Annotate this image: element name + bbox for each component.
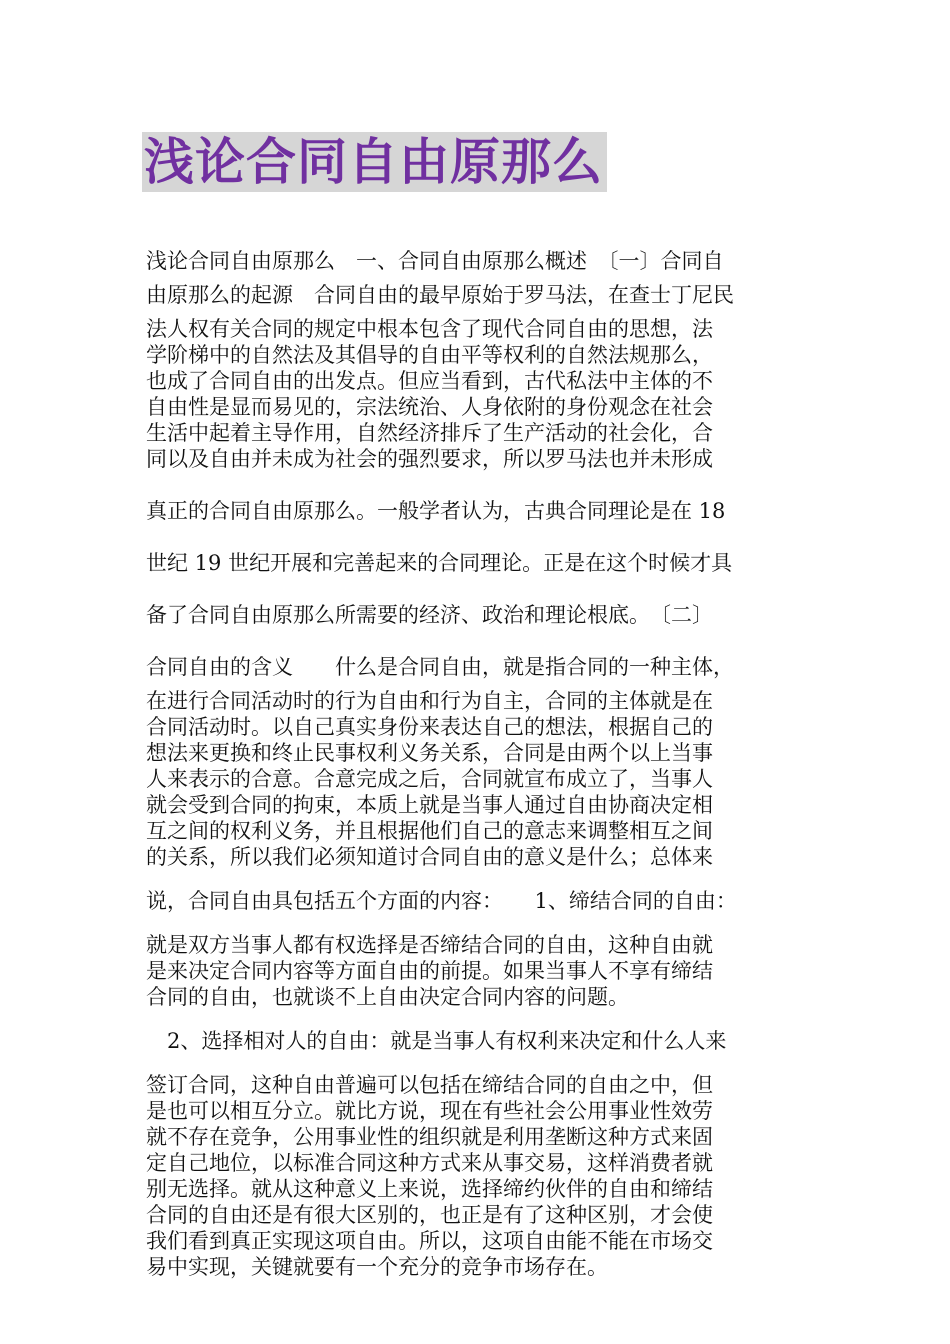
text-line: 是来决定合同内容等方面自由的前提。如果当事人不享有缔结 <box>146 959 713 983</box>
text-line: 我们看到真正实现这项自由。所以，这项自由能不能在市场交 <box>146 1229 713 1253</box>
text-line: 的关系，所以我们必须知道讨合同自由的意义是什么；总体来 <box>146 845 713 869</box>
text-line: 世纪 19 世纪开展和完善起来的合同理论。正是在这个时候才具 <box>146 551 733 575</box>
text-line: 合同活动时。以自己真实身份来表达自己的想法，根据自己的 <box>146 715 713 739</box>
page-title: 浅论合同自由原那么 <box>142 132 607 192</box>
text-line: 2、选择相对人的自由：就是当事人有权利来决定和什么人来 <box>146 1029 727 1053</box>
text-line: 同以及自由并未成为社会的强烈要求，所以罗马法也并未形成 <box>146 447 713 471</box>
text-line: 也成了合同自由的出发点。但应当看到，古代私法中主体的不 <box>146 369 713 393</box>
title-wrap <box>142 132 607 192</box>
text-line: 定自己地位，以标准合同这种方式来从事交易，这样消费者就 <box>146 1151 713 1175</box>
text-line: 签订合同，这种自由普遍可以包括在缔结合同的自由之中，但 <box>146 1073 713 1097</box>
text-line: 生活中起着主导作用，自然经济排斥了生产活动的社会化，合 <box>146 421 713 445</box>
text-line: 在进行合同活动时的行为自由和行为自主，合同的主体就是在 <box>146 689 713 713</box>
text-line: 别无选择。就从这种意义上来说，选择缔约伙伴的自由和缔结 <box>146 1177 713 1201</box>
text-line: 学阶梯中的自然法及其倡导的自由平等权利的自然法规那么， <box>146 343 713 367</box>
text-line: 备了合同自由原那么所需要的经济、政治和理论根底。 〔二〕 <box>146 603 713 627</box>
text-line: 互之间的权利义务，并且根据他们自己的意志来调整相互之间 <box>146 819 713 843</box>
text-line: 合同的自由还是有很大区别的，也正是有了这种区别，才会使 <box>146 1203 713 1227</box>
text-line: 合同的自由，也就谈不上自由决定合同内容的问题。 <box>146 985 629 1009</box>
body-text <box>146 248 818 1280</box>
text-line: 就会受到合同的拘束，本质上就是当事人通过自由协商决定相 <box>146 793 713 817</box>
text-line: 自由性是显而易见的，宗法统治、人身依附的身份观念在社会 <box>146 395 713 419</box>
text-line: 是也可以相互分立。就比方说，现在有些社会公用事业性效劳 <box>146 1099 713 1123</box>
text-line: 就是双方当事人都有权选择是否缔结合同的自由，这种自由就 <box>146 933 713 957</box>
text-line: 合同自由的含义 什么是合同自由，就是指合同的一种主体， <box>146 655 734 679</box>
text-line: 想法来更换和终止民事权利义务关系，合同是由两个以上当事 <box>146 741 713 765</box>
text-line: 人来表示的合意。合意完成之后，合同就宣布成立了，当事人 <box>146 767 713 791</box>
text-line: 说，合同自由具包括五个方面的内容： 1、缔结合同的自由： <box>146 889 737 913</box>
text-line: 法人权有关合同的规定中根本包含了现代合同自由的思想，法 <box>146 317 713 341</box>
text-line: 易中实现，关键就要有一个充分的竞争市场存在。 <box>146 1255 608 1279</box>
text-line: 浅论合同自由原那么 一、合同自由原那么概述 〔一〕合同自 <box>146 249 724 273</box>
text-line: 就不存在竞争，公用事业性的组织就是利用垄断这种方式来固 <box>146 1125 713 1149</box>
text-line: 真正的合同自由原那么。一般学者认为，古典合同理论是在 18 <box>146 499 726 523</box>
text-line: 由原那么的起源 合同自由的最早原始于罗马法，在查士丁尼民 <box>146 283 734 307</box>
